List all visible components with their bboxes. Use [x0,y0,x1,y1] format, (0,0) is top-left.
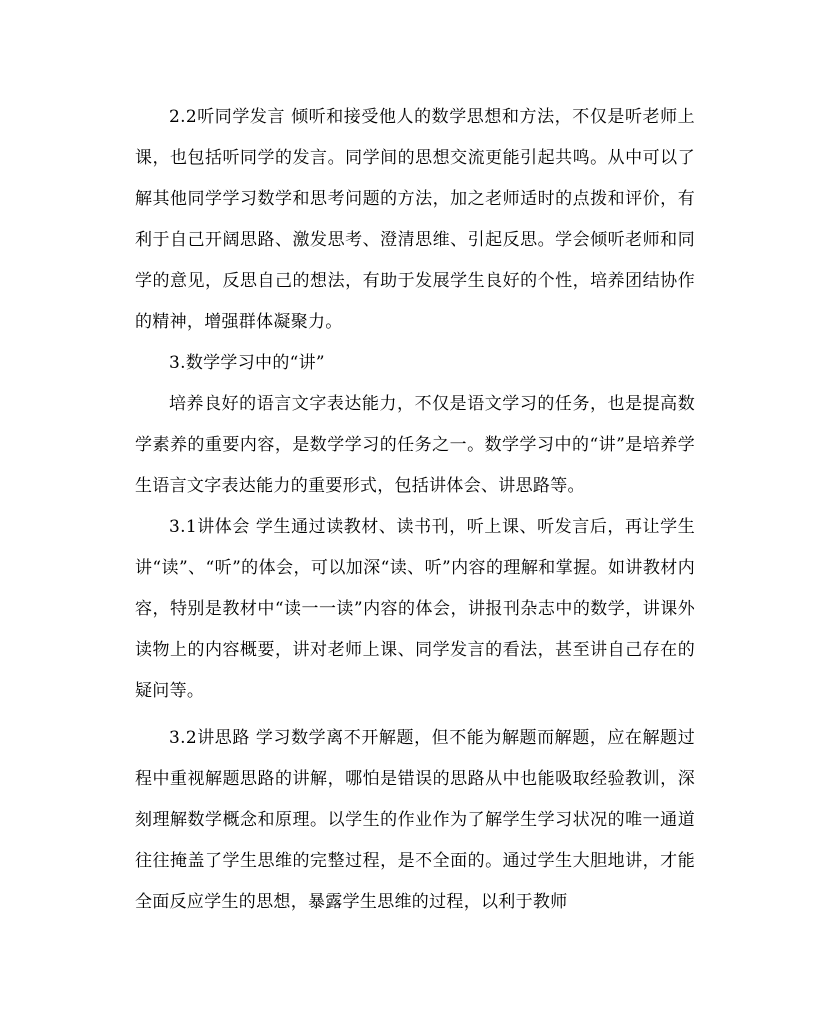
paragraph-text: 学习数学离不开解题，但不能为解题而解题，应在解题过程中重视解题思路的讲解，哪怕是错误的思路从中也能吸取经验教训，深刻理解数学概念和原理。以学生的作业作为了解学生学习状况的唯一通道往往掩盖了学生思维的完整过程，是不全面的。通过学生大胆地讲，才能全面反应学生的思想，暴露学生思维的过程，以利于教师 [135,728,695,912]
paragraph-3-2 [135,718,695,923]
document-body [135,97,695,923]
section-heading-3-text: 3.数学学习中的“讲” [169,353,325,373]
paragraph-3-1 [135,507,695,712]
paragraph-text: 倾听和接受他人的数学思想和方法，不仅是听老师上课，也包括听同学的发言。同学间的思想交流更能引起共鸣。从中可以了解其他同学学习数学和思考问题的方法，加之老师适时的点拨和评价，有利于自己开阔思路、激发思考、澄清思维、引起反思。学会倾听老师和同学的意见，反思自己的想法，有助于发展学生良好的个性，培养团结协作的精神，增强群体凝聚力。 [135,107,695,332]
section-heading-3 [135,343,695,384]
paragraph-text: 培养良好的语言文字表达能力，不仅是语文学习的任务，也是提高数学素养的重要内容，是数学学习的任务之一。数学学习中的“讲”是培养学生语言文字表达能力的重要形式，包括讲体会、讲思路等。 [135,394,695,496]
paragraph-text: 学生通过读教材、读书刊，听上课、听发言后，再让学生讲“读”、“听”的体会，可以加深“读、听”内容的理解和掌握。如讲教材内容，特别是教材中“读一一读”内容的体会，讲报刊杂志中的数学，讲课外读物上的内容概要，讲对老师上课、同学发言的看法，甚至讲自己存在的疑问等。 [135,517,695,701]
paragraph-3-intro [135,384,695,507]
section-heading-3-1: 3.1讲体会 [169,517,250,537]
section-heading-3-2: 3.2讲思路 [169,728,250,748]
paragraph-2-2 [135,97,695,343]
section-heading-2-2: 2.2听同学发言 [169,107,286,127]
